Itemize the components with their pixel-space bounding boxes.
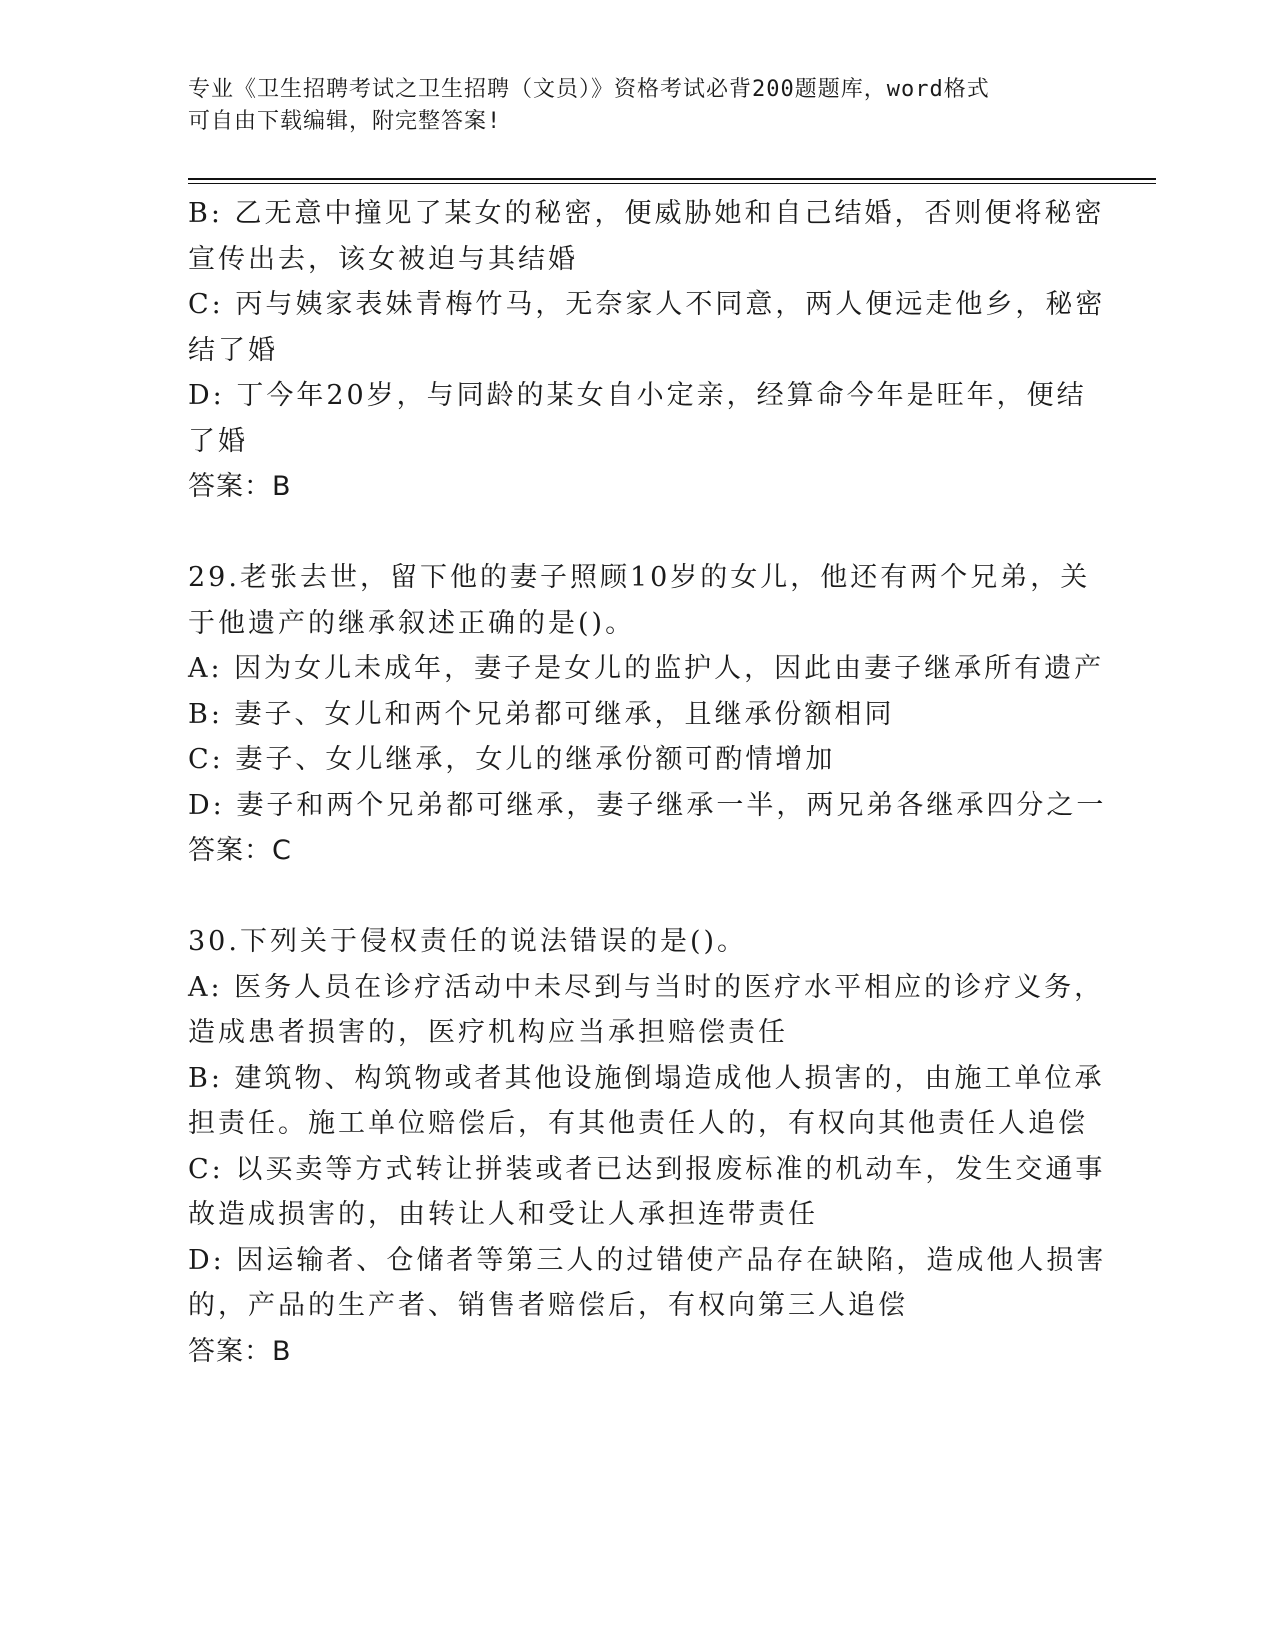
question-28	[188, 191, 1106, 510]
option-c: C: 妻子、女儿继承，女儿的继承份额可酌情增加	[188, 744, 836, 775]
option-c-cont: 结了婚	[188, 334, 278, 366]
option-a: A: 因为女儿未成年，妻子是女儿的监护人，因此由妻子继承所有遗产	[188, 653, 1105, 684]
option-a: A: 医务人员在诊疗活动中未尽到与当时的医疗水平相应的诊疗义务，	[188, 971, 1105, 1003]
option-d: D: 妻子和两个兄弟都可继承，妻子继承一半，两兄弟各继承四分之一	[188, 789, 1107, 821]
question-text: 29.老张去世，留下他的妻子照顾10岁的女儿，他还有两个兄弟，关	[188, 562, 1091, 593]
question-29	[188, 555, 1107, 874]
spacer	[188, 510, 1088, 556]
option-a-cont: 造成患者损害的，医疗机构应当承担赔偿责任	[188, 1017, 788, 1048]
document-body	[188, 191, 1107, 1374]
option-d: D: 因运输者、仓储者等第三人的过错使产品存在缺陷，造成他人损害	[188, 1244, 1107, 1276]
option-d-cont: 的，产品的生产者、销售者赔偿后，有权向第三人追偿	[188, 1290, 908, 1321]
option-d-cont: 了婚	[188, 425, 248, 457]
option-b-cont: 宣传出去，该女被迫与其结婚	[188, 243, 578, 275]
answer: 答案：B	[188, 1335, 292, 1367]
spacer	[188, 874, 1088, 920]
header-line: 专业《卫生招聘考试之卫生招聘（文员）》资格考试必背200题题库，word格式	[188, 77, 990, 102]
header-line: 可自由下载编辑，附完整答案!	[188, 109, 502, 134]
option-c: C: 丙与姨家表妹青梅竹马，无奈家人不同意，两人便远走他乡，秘密	[188, 289, 1106, 320]
header-divider-thin	[188, 183, 1156, 184]
option-b: B: 妻子、女儿和两个兄弟都可继承，且继承份额相同	[188, 698, 895, 730]
question-text: 30.下列关于侵权责任的说法错误的是()。	[188, 926, 748, 957]
option-c: C: 以买卖等方式转让拼装或者已达到报废标准的机动车，发生交通事	[188, 1153, 1106, 1185]
option-d: D: 丁今年20岁，与同龄的某女自小定亲，经算命今年是旺年，便结	[188, 380, 1087, 411]
header-divider	[188, 178, 1156, 180]
question-text-cont: 于他遗产的继承叙述正确的是()。	[188, 607, 636, 639]
answer: 答案：B	[188, 471, 292, 502]
option-c-cont: 故造成损害的，由转让人和受让人承担连带责任	[188, 1199, 818, 1230]
option-b: B: 建筑物、构筑物或者其他设施倒塌造成他人损害的，由施工单位承	[188, 1062, 1105, 1094]
answer: 答案：C	[188, 835, 292, 866]
document-header	[188, 74, 1068, 138]
option-b-cont: 担责任。施工单位赔偿后，有其他责任人的，有权向其他责任人追偿	[188, 1108, 1088, 1139]
question-30	[188, 919, 1107, 1374]
option-b: B: 乙无意中撞见了某女的秘密，便威胁她和自己结婚，否则便将秘密	[188, 198, 1105, 229]
